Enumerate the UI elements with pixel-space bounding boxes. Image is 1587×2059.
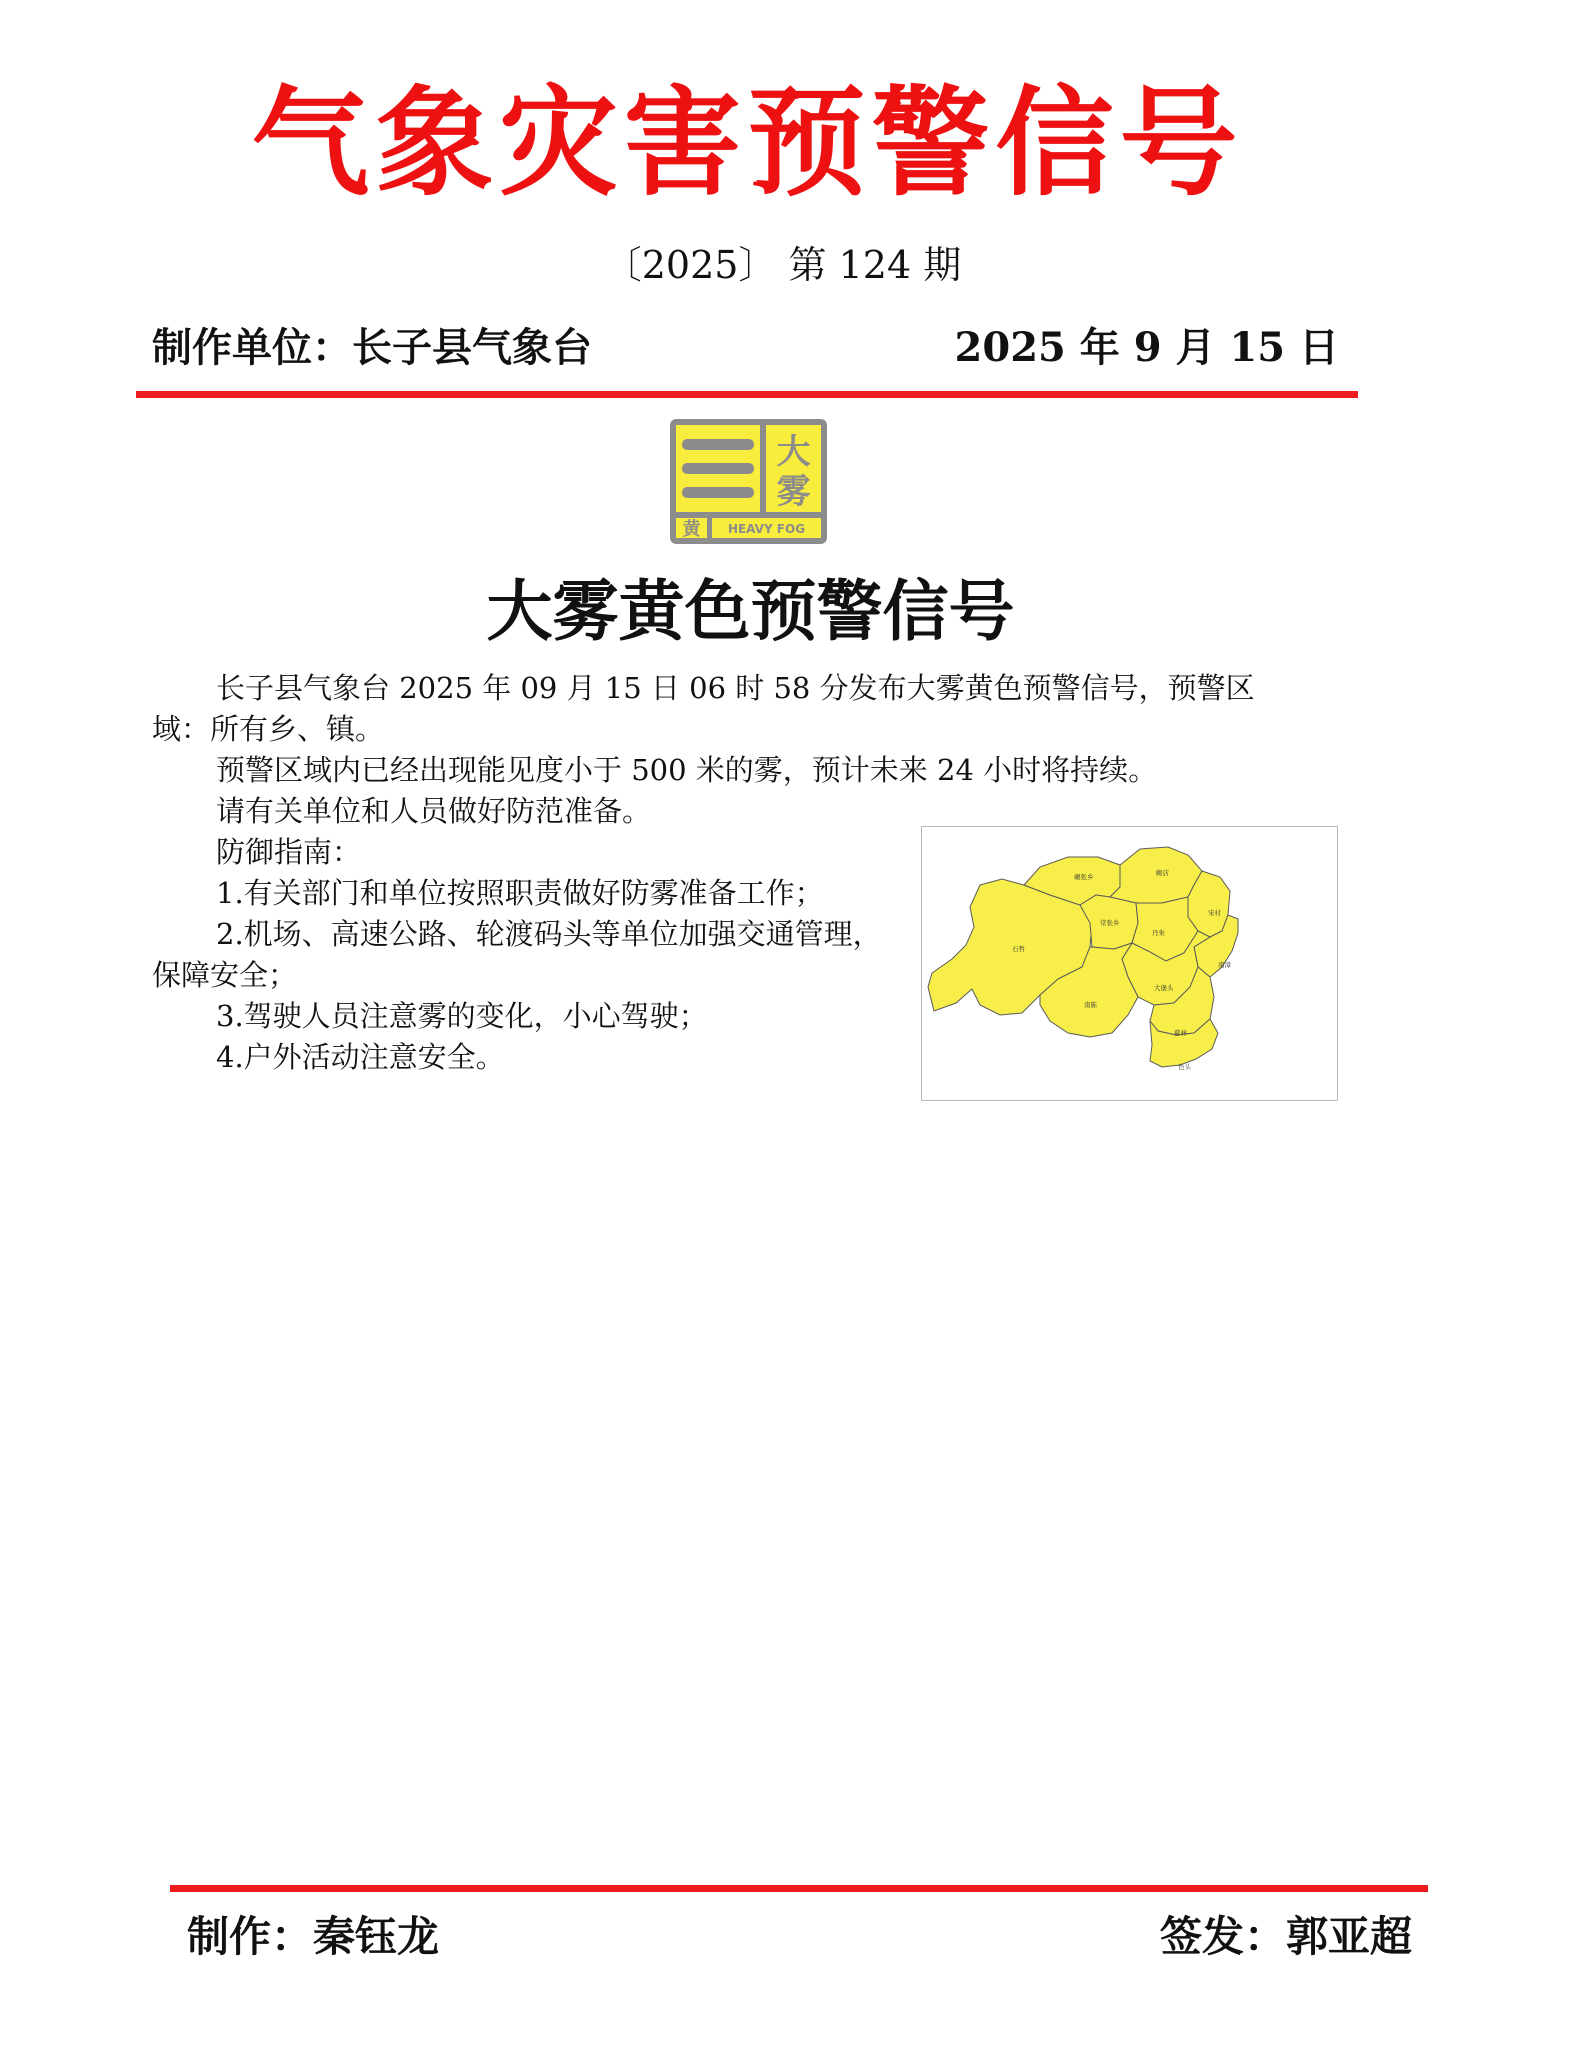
icon-caption: HEAVY FOG xyxy=(727,522,806,536)
map-label-cilin: 慈林 xyxy=(1174,1029,1187,1037)
map-label-nanzhang: 南漳 xyxy=(1218,961,1231,969)
issue-number: 〔2025〕 第 124 期 xyxy=(603,243,962,287)
county-map xyxy=(922,827,1337,1100)
guide-item-3: 3.驾驶人员注意雾的变化，小心驾驶； xyxy=(216,999,708,1033)
map-label-danzhu: 丹朱 xyxy=(1152,929,1165,937)
map-label-nianzhang: 碾张乡 xyxy=(1074,873,1094,881)
map-label-baodian: 鲍店 xyxy=(1156,869,1169,877)
body-paragraph-advice: 请有关单位和人员做好防范准备。 xyxy=(216,794,652,828)
icon-level-glyph: 黄 xyxy=(682,519,701,540)
issue-date: 2025 年 9 月 15 日 xyxy=(954,324,1339,371)
icon-glyph-top: 大 xyxy=(776,432,811,472)
map-label-nanchen: 南陈 xyxy=(1084,1001,1097,1009)
signer-credit: 签发：郭亚超 xyxy=(1159,1912,1412,1961)
signal-title: 大雾黄色预警信号 xyxy=(486,573,1015,650)
icon-bar-3 xyxy=(682,487,754,498)
document-title: 气象灾害预警信号 xyxy=(251,74,1244,212)
map-label-songcun: 宋村 xyxy=(1208,909,1221,917)
icon-glyph-bottom: 雾 xyxy=(776,472,811,512)
guide-item-1: 1.有关部门和单位按照职责做好防雾准备工作； xyxy=(216,876,824,910)
icon-bar-1 xyxy=(682,439,754,450)
icon-bar-2 xyxy=(682,463,754,474)
guide-item-2: 2.机场、高速公路、轮渡码头等单位加强交通管理，保障安全； xyxy=(152,917,882,992)
fog-warning-icon xyxy=(670,419,827,544)
maker-credit: 制作：秦钰龙 xyxy=(187,1912,440,1961)
warning-area-map xyxy=(921,826,1338,1101)
map-label-dabaotou: 大堡头 xyxy=(1154,984,1174,992)
guide-heading: 防御指南： xyxy=(216,835,362,869)
body-paragraph-intro: 长子县气象台 2025 年 09 月 15 日 06 时 58 分发布大雾黄色预警信号，预警区域：所有乡、镇。 xyxy=(152,671,1255,746)
map-label-setou: 色头 xyxy=(1178,1063,1191,1071)
map-label-shizhe: 石哲 xyxy=(1012,945,1025,953)
issuing-unit: 制作单位：长子县气象台 xyxy=(152,324,592,371)
header-divider xyxy=(136,391,1358,398)
footer-divider xyxy=(170,1885,1428,1892)
guide-item-4: 4.户外活动注意安全。 xyxy=(216,1040,505,1074)
body-paragraph-visibility: 预警区域内已经出现能见度小于 500 米的雾，预计未来 24 小时将持续。 xyxy=(216,753,1158,787)
map-label-changzhang: 常张乡 xyxy=(1100,919,1120,927)
